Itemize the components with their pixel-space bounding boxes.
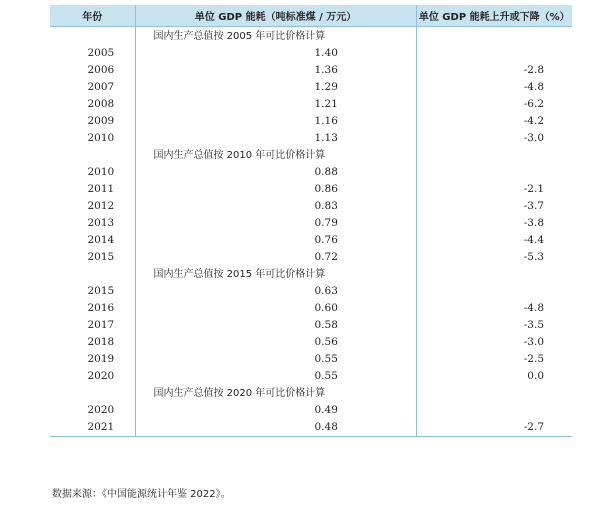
- change-percent-value: -3.0: [523, 336, 544, 348]
- year-cell: [50, 334, 135, 351]
- section-year-cell: [50, 266, 135, 283]
- change-percent-value: -3.7: [523, 200, 544, 212]
- table-row: [50, 317, 572, 334]
- energy-per-gdp-value: 0.83: [135, 198, 416, 215]
- year-value: 2015: [87, 285, 115, 297]
- energy-per-gdp-value: 0.63: [135, 283, 416, 300]
- energy-per-gdp-value: 1.29: [135, 79, 416, 96]
- year-cell: [50, 96, 135, 113]
- energy-per-gdp-value: 1.13: [135, 130, 416, 147]
- year-cell: [50, 181, 135, 198]
- energy-per-gdp-value: 0.56: [135, 334, 416, 351]
- year-value: 2005: [87, 47, 115, 59]
- section-change-cell: [416, 27, 572, 46]
- table-row: [50, 351, 572, 368]
- year-cell: [50, 402, 135, 419]
- energy-per-gdp-value: 0.86: [135, 181, 416, 198]
- table-row: [50, 164, 572, 181]
- energy-intensity-table-container: [50, 5, 572, 437]
- year-cell: [50, 198, 135, 215]
- table-row: [50, 198, 572, 215]
- table-row: [50, 334, 572, 351]
- change-percent-value: -4.8: [523, 302, 544, 314]
- table-row: [50, 368, 572, 385]
- section-header-row: [50, 385, 572, 402]
- energy-per-gdp-value: 0.88: [135, 164, 416, 181]
- change-percent-value: -3.5: [523, 319, 544, 331]
- year-cell: [50, 62, 135, 79]
- year-value: 2009: [87, 115, 115, 127]
- energy-per-gdp-value: 0.79: [135, 215, 416, 232]
- energy-per-gdp-value: 1.40: [135, 45, 416, 62]
- section-change-cell: [416, 385, 572, 402]
- change-percent-value: -2.1: [523, 183, 544, 195]
- year-cell: [50, 215, 135, 232]
- year-value: 2011: [87, 183, 115, 195]
- section-label: 国内生产总值按 2015 年可比价格计算: [135, 266, 416, 283]
- year-value: 2021: [87, 421, 115, 433]
- energy-per-gdp-value: 0.55: [135, 368, 416, 385]
- section-year-cell: [50, 385, 135, 402]
- year-cell: [50, 79, 135, 96]
- change-percent-value: -3.0: [523, 132, 544, 144]
- energy-per-gdp-value: 1.16: [135, 113, 416, 130]
- table-row: [50, 62, 572, 79]
- change-percent-value: -5.3: [523, 251, 544, 263]
- table-row: [50, 215, 572, 232]
- year-cell: [50, 45, 135, 62]
- table-row: [50, 45, 572, 62]
- year-cell: [50, 113, 135, 130]
- energy-per-gdp-value: 0.49: [135, 402, 416, 419]
- energy-per-gdp-value: 0.72: [135, 249, 416, 266]
- year-cell: [50, 130, 135, 147]
- header-row: [50, 5, 572, 27]
- table-row: [50, 79, 572, 96]
- change-percent-value: -4.4: [523, 234, 544, 246]
- year-value: 2020: [87, 404, 115, 416]
- energy-per-gdp-value: 0.76: [135, 232, 416, 249]
- energy-per-gdp-value: 1.21: [135, 96, 416, 113]
- year-cell: [50, 249, 135, 266]
- energy-per-gdp-value: 1.36: [135, 62, 416, 79]
- change-percent-value: [416, 402, 572, 419]
- change-percent-value: -2.8: [523, 64, 544, 76]
- year-cell: [50, 351, 135, 368]
- year-value: 2008: [87, 98, 115, 110]
- change-percent-value: -4.8: [523, 81, 544, 93]
- energy-per-gdp-value: 0.60: [135, 300, 416, 317]
- section-year-cell: [50, 147, 135, 164]
- section-label: 国内生产总值按 2010 年可比价格计算: [135, 147, 416, 164]
- year-value: 2006: [87, 64, 115, 76]
- year-value: 2018: [87, 336, 115, 348]
- energy-per-gdp-value: 0.58: [135, 317, 416, 334]
- table-row: [50, 113, 572, 130]
- year-value: 2019: [87, 353, 115, 365]
- table-row: [50, 249, 572, 266]
- year-value: 2020: [87, 370, 115, 382]
- section-header-row: [50, 147, 572, 164]
- year-cell: [50, 232, 135, 249]
- year-value: 2016: [87, 302, 115, 314]
- data-source-note: 数据来源：《中国能源统计年鉴 2022》。: [52, 489, 231, 500]
- table-row: [50, 130, 572, 147]
- header-energy-per-gdp: 单位 GDP 能耗（吨标准煤 / 万元）: [135, 5, 416, 27]
- section-header-row: [50, 27, 572, 46]
- table-body: [50, 27, 572, 437]
- year-value: 2010: [87, 166, 115, 178]
- change-percent-value: 0.0: [527, 370, 544, 382]
- section-header-row: [50, 266, 572, 283]
- section-year-cell: [50, 27, 135, 46]
- header-year: 年份: [50, 5, 135, 27]
- table-header: [50, 5, 572, 27]
- energy-per-gdp-value: 0.48: [135, 419, 416, 437]
- year-value: 2015: [87, 251, 115, 263]
- year-cell: [50, 164, 135, 181]
- year-cell: [50, 317, 135, 334]
- year-cell: [50, 300, 135, 317]
- year-cell: [50, 419, 135, 437]
- energy-intensity-table: [50, 5, 572, 437]
- section-label: 国内生产总值按 2005 年可比价格计算: [135, 27, 416, 46]
- change-percent-value: -6.2: [523, 98, 544, 110]
- table-row: [50, 402, 572, 419]
- change-percent-value: -2.5: [523, 353, 544, 365]
- year-value: 2017: [87, 319, 115, 331]
- year-value: 2012: [87, 200, 115, 212]
- change-percent-value: -3.8: [523, 217, 544, 229]
- section-change-cell: [416, 147, 572, 164]
- year-value: 2013: [87, 217, 115, 229]
- year-cell: [50, 283, 135, 300]
- change-percent-value: -4.2: [523, 115, 544, 127]
- change-percent-value: [416, 45, 572, 62]
- year-value: 2007: [87, 81, 115, 93]
- table-row: [50, 300, 572, 317]
- table-row: [50, 232, 572, 249]
- table-row: [50, 419, 572, 437]
- table-row: [50, 96, 572, 113]
- table-row: [50, 181, 572, 198]
- section-label: 国内生产总值按 2020 年可比价格计算: [135, 385, 416, 402]
- energy-per-gdp-value: 0.55: [135, 351, 416, 368]
- change-percent-value: -2.7: [416, 419, 572, 437]
- year-value: 2014: [87, 234, 115, 246]
- header-change-percent: 单位 GDP 能耗上升或下降（%）: [416, 5, 572, 27]
- change-percent-value: [416, 164, 572, 181]
- table-row: [50, 283, 572, 300]
- year-cell: [50, 368, 135, 385]
- change-percent-value: [416, 283, 572, 300]
- section-change-cell: [416, 266, 572, 283]
- year-value: 2010: [87, 132, 115, 144]
